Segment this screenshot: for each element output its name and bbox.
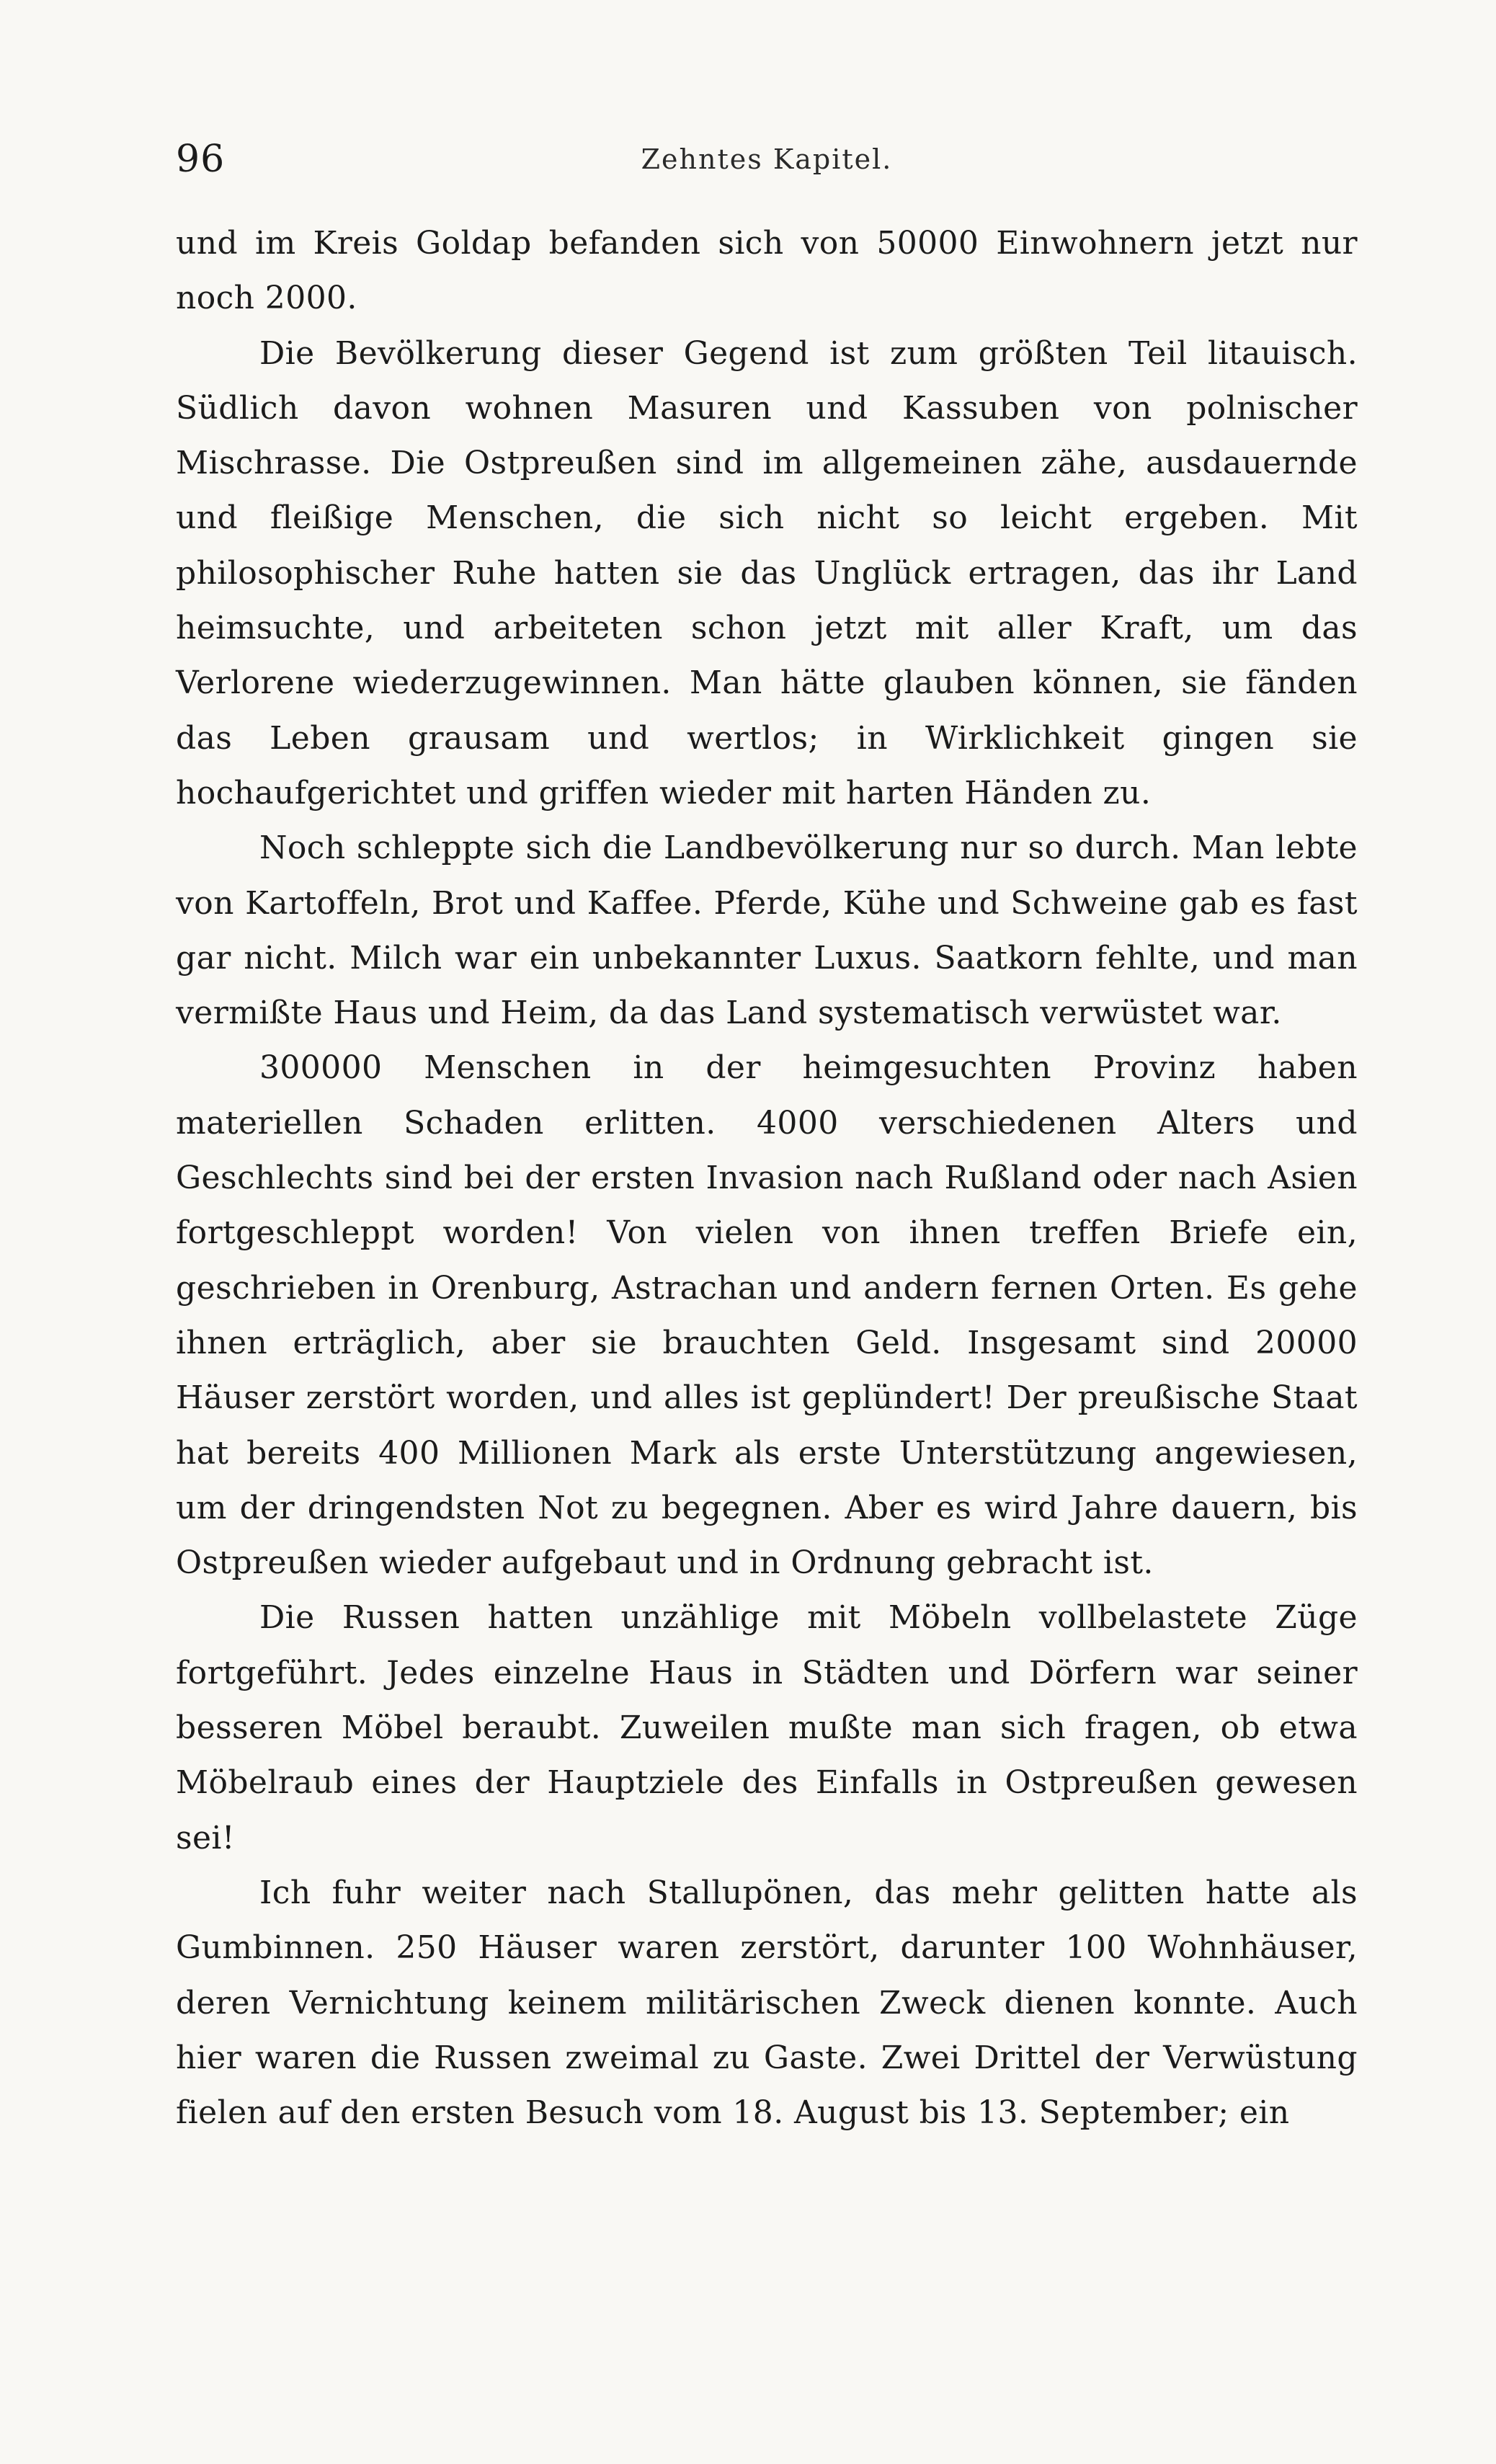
paragraph: Die Russen hatten unzählige mit Möbeln vollbelastete Züge fortgeführt. Jedes einzelne Haus in Städten und Dörfern war seiner besseren Möbel beraubt. Zuweilen mußte man sich fragen, ob etwa Möbelraub eines der Hauptziele des Einfalls in Ostpreußen gewesen sei!	[176, 1599, 1358, 1856]
paragraph: und im Kreis Goldap befanden sich von 50000 Einwohnern jetzt nur noch 2000.	[176, 225, 1358, 317]
body-text	[176, 216, 1358, 2140]
page-number: 96	[176, 138, 226, 181]
page-header	[176, 134, 1358, 184]
paragraph: 300000 Menschen in der heimgesuchten Provinz haben materiellen Schaden erlitten. 4000 verschiedenen Alters und Geschlechts sind bei der ersten Invasion nach Rußland oder nach Asien fortgeschleppt worden! Von vielen von ihnen treffen Briefe ein, geschrieben in Orenburg, Astrachan und andern fernen Orten. Es gehe ihnen erträglich, aber sie brauchten Geld. Insgesamt sind 20000 Häuser zerstört worden, und alles ist geplündert! Der preußische Staat hat bereits 400 Millionen Mark als erste Unterstützung angewiesen, um der dringendsten Not zu begegnen. Aber es wird Jahre dauern, bis Ostpreußen wieder aufgebaut und in Ordnung gebracht ist.	[176, 1049, 1358, 1582]
running-head: Zehntes Kapitel.	[641, 143, 893, 175]
paragraph: Noch schleppte sich die Landbevölkerung nur so durch. Man lebte von Kartoffeln, Brot und Kaffee. Pferde, Kühe und Schweine gab es fast gar nicht. Milch war ein unbekannter Luxus. Saatkorn fehlte, und man vermißte Haus und Heim, da das Land systematisch verwüstet war.	[176, 830, 1358, 1032]
paragraph: Die Bevölkerung dieser Gegend ist zum größten Teil litauisch. Südlich davon wohnen Masuren und Kassuben von polnischer Mischrasse. Die Ostpreußen sind im allgemeinen zähe, ausdauernde und fleißige Menschen, die sich nicht so leicht ergeben. Mit philosophischer Ruhe hatten sie das Unglück ertragen, das ihr Land heimsuchte, und arbeiteten schon jetzt mit aller Kraft, um das Verlorene wiederzugewinnen. Man hätte glauben können, sie fänden das Leben grausam und wertlos; in Wirklichkeit gingen sie hochaufgerichtet und griffen wieder mit harten Händen zu.	[176, 334, 1358, 811]
paragraph: Ich fuhr weiter nach Stallupönen, das mehr gelitten hatte als Gumbinnen. 250 Häuser waren zerstört, darunter 100 Wohnhäuser, deren Vernichtung keinem militärischen Zweck dienen konnte. Auch hier waren die Russen zweimal zu Gaste. Zwei Drittel der Verwüstung fielen auf den ersten Besuch vom 18. August bis 13. September; ein	[176, 1874, 1358, 2132]
